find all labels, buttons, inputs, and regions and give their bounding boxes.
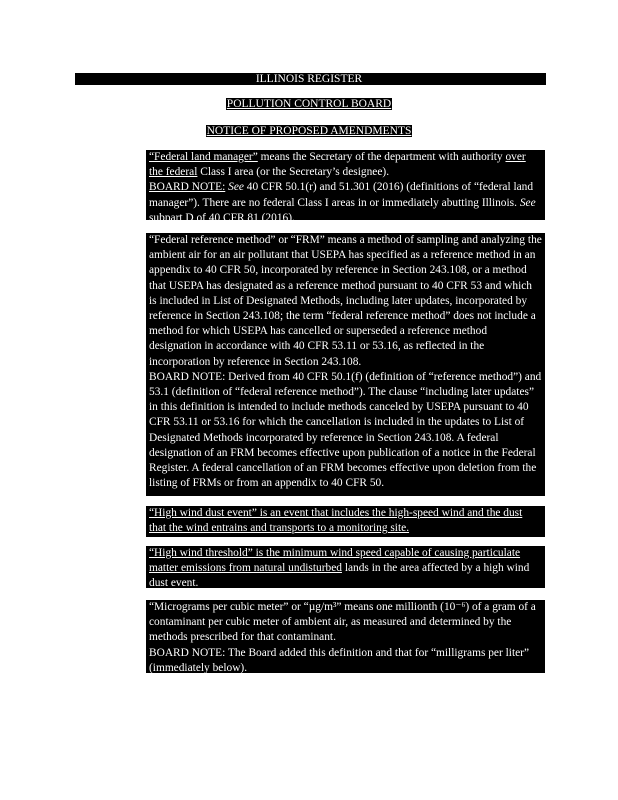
notice-title xyxy=(0,125,618,137)
board-note: BOARD NOTE: The Board added this definition and that for “milligrams per liter” (immediately below). xyxy=(149,646,530,674)
see-reference: See xyxy=(228,181,244,194)
notice-title-text: NOTICE OF PROPOSED AMENDMENTS xyxy=(206,125,412,137)
definition-text-part: means the Secretary of the department with authority xyxy=(257,151,506,163)
board-note-text: 40 CFR 50.1(r) and 51.301 (2016) (definitions of “federal land manager”). There are no federal Class I areas in or immediately abutting Illinois. xyxy=(149,181,534,209)
board-note-label: BOARD NOTE: xyxy=(149,181,226,194)
definition-text-part: lands in the area affected by a high wind dust event. xyxy=(149,562,530,590)
definition-text: “Micrograms per cubic meter” or “µg/m³” means one millionth (10⁻⁶) of a gram of a contaminant per cubic meter of ambient air, as measured and determined by the methods prescribed for that contaminant. xyxy=(149,601,536,644)
definition-text xyxy=(149,546,542,592)
definition-text: “Federal reference method” or “FRM” means a method of sampling and analyzing the ambient air for an air pollutant that USEPA has specified as a reference method in an appendix to 40 CFR 50, incorporated by reference in Section 243.108, or a method that USEPA has designated as a reference method pursuant to 40 CFR 53 and which is included in List of Designated Methods, including later updates, incorporated by reference in Section 243.108; the term “federal reference method” does not include a method for which USEPA has cancelled or superseded a reference method designation in accordance with 40 CFR 53.11 or 53.16, as reflected in the incorporation by reference in Section 243.108. xyxy=(149,234,542,368)
board-title-text: POLLUTION CONTROL BOARD xyxy=(226,98,392,110)
definition-text-underlined: over the federal xyxy=(149,151,526,179)
definition-high-wind-dust-event xyxy=(146,506,545,537)
register-title-text: ILLINOIS REGISTER xyxy=(255,73,363,85)
definition-high-wind-threshold xyxy=(146,546,545,588)
definition-text: “High wind dust event” is an event that includes the high-speed wind and the dust that the wind entrains and transports to a monitoring site. xyxy=(149,507,523,535)
definition-federal-reference-method xyxy=(146,233,545,496)
board-title xyxy=(0,98,618,110)
board-note: BOARD NOTE: Derived from 40 CFR 50.1(f) (definition of “reference method”) and 53.1 (definition of “federal reference method”). The clause “including later updates” in this definition is intended to include methods canceled by USEPA pursuant to 40 CFR 53.11 or 53.16 for which the cancellation is included in the updates to List of Designated Methods incorporated by reference in Section 243.108. A federal designation of an FRM becomes effective upon publication of a notice in the Federal Register. A federal cancellation of an FRM becomes effective upon deletion from the listing of FRMs or from an appendix to 40 CFR 50. xyxy=(149,370,542,490)
definition-micrograms-per-cubic-meter xyxy=(146,600,545,673)
board-note xyxy=(149,180,542,226)
definition-federal-land-manager xyxy=(146,150,545,224)
definition-text-part: Class I area (or the Secretary’s designee). xyxy=(197,166,390,179)
see-reference: See xyxy=(519,196,536,209)
board-note-text: subpart D of 40 CFR 81 (2016). xyxy=(149,211,295,224)
definition-text xyxy=(149,150,542,180)
register-title xyxy=(0,73,618,85)
definition-term: “Federal land manager” xyxy=(149,151,258,163)
definition-text-underlined: “High wind threshold” is the minimum wind speed capable of causing particulate matter emissions from natural undisturbed xyxy=(149,547,521,575)
